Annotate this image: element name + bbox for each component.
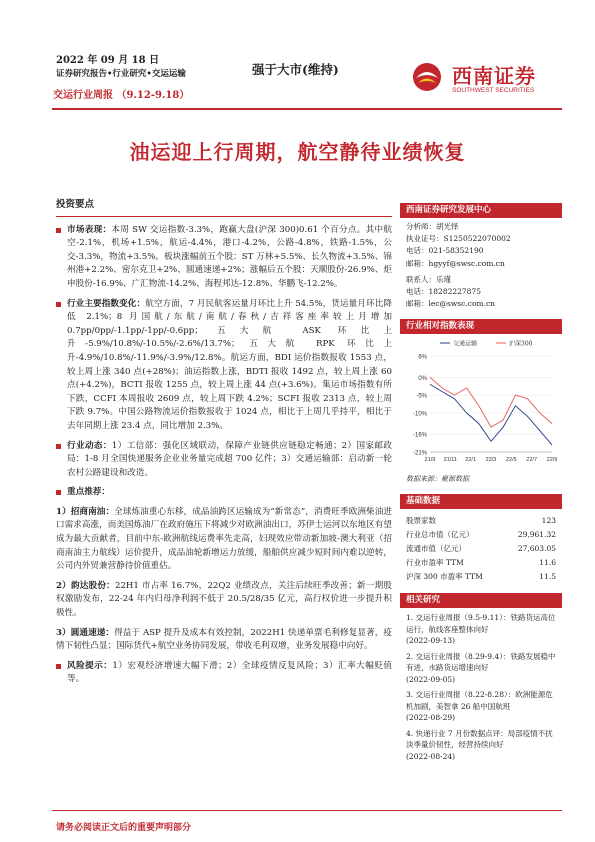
risk-label: 风险提示： [67, 660, 113, 671]
chart-title: 行业相对指数表现 [400, 319, 562, 334]
focus-item-label: 2）韵达股份： [56, 580, 115, 591]
related-research-title: 相关研究 [400, 593, 562, 608]
section-title: 投资要点 [56, 199, 95, 210]
x-tick-label: 22/7 [526, 457, 538, 464]
table-row: 沪深 300 市盈率 TTM 11.5 [406, 571, 556, 581]
index-changes [56, 298, 392, 434]
x-tick-label: 21/9 [424, 457, 436, 464]
analyst-info [400, 218, 562, 313]
contact-email-label: 邮箱： [406, 299, 429, 309]
table-row: 流通市值（亿元） 27,603.05 [406, 543, 556, 553]
team-title: 西南证券研究发展中心 [400, 203, 562, 218]
cert-no: S1250522070002 [443, 234, 511, 244]
x-tick-label: 22/1 [465, 457, 477, 464]
cert-label: 执业证号： [406, 234, 444, 244]
focus-item-3 [56, 627, 392, 654]
table-row: 行业市盈率 TTM 11.6 [406, 557, 556, 567]
focus-item-1 [56, 506, 392, 574]
chart-source: 数据来源：聚源数据 [406, 475, 469, 484]
weekly-title: 交运行业周报 （9.12-9.18） [53, 90, 190, 101]
chart-svg [400, 334, 562, 469]
y-tick-label: 0% [418, 376, 427, 383]
x-tick-label: 22/9 [546, 457, 558, 464]
footer-rule [52, 810, 562, 811]
report-category: 证券研究报告•行业研究•交运运输 [56, 69, 186, 79]
logo-mark-icon [412, 62, 442, 92]
sidebar [400, 203, 562, 770]
southwest-securities-logo [412, 60, 557, 98]
series-line [430, 385, 552, 446]
y-tick-label: -16% [412, 433, 427, 440]
focus-item-label: 1）招商南油： [56, 506, 115, 517]
y-tick-label: -5% [416, 394, 427, 401]
basic-data-table [400, 513, 562, 583]
legend-label: 沪深300 [509, 340, 533, 348]
y-tick-label: -21% [412, 450, 427, 457]
email-link[interactable]: hgyyf@swsc.com.cn [428, 258, 505, 268]
focus-item-label: 3）圆通速递： [56, 627, 115, 638]
list-item[interactable]: 3. 交运行业周报（8.22-8.28）：欧洲能源危机加剧，美智拿 26 船中国航班 (2022-08-29) [406, 690, 553, 723]
list-item[interactable]: 4. 快递行业 7 月份数据点评：局部疫情不扰淡季量价韧性，经营持续向好 (2022-08-24) [406, 728, 553, 761]
section-rule [56, 216, 392, 217]
legend-label: 交通运输 [453, 340, 478, 348]
dynamics-text: 1）工信部：强化区域联动，保障产业链供应链稳定畅通；2）国家邮政局：1-8 月全国快递服务企业业务量完成超 700 亿件；3）交通运输部：启动新一轮农村公路建设和改造。 [67, 440, 392, 478]
logo-text-en: SOUTHWEST SECURITIES [452, 87, 535, 94]
basic-data-title: 基础数据 [400, 494, 562, 509]
focus-label: 重点推荐： [67, 487, 110, 498]
y-tick-label: -10% [412, 411, 427, 418]
x-tick-label: 21/11 [443, 457, 458, 464]
header-rule [52, 108, 562, 110]
focus-item-text: 得益于 ASP 提升及成本有效控制，2022H1 快递单票毛利修复显著，疫情下韧性凸显；国际货代+航空业务协同发展，带收毛利双增，业务发展稳中向好。 [56, 627, 393, 652]
market-perf-text: 本周 SW 交运指数-3.3%，跑赢大盘(沪深 300)0.61 个百分点。其中航空-2.1%，机场+1.5%，航运-4.4%，港口-4.2%，公路-4.8%，铁路-1.5%，公交-3.3%，物流+3.5%。板块涨幅前五个股：ST 万林+5.5%、长久物流+3.5%、锦州港+2.2%、密尔克卫+2%、圆通速递+2%；涨幅后五个股：天顺股份-26.9%、炬申股份-16.9%、广汇物流-14.2%、海程邦达-12.8%、华鹏飞-12.2%。 [67, 224, 392, 289]
table-row: 股票家数 123 [406, 515, 556, 525]
market-performance [56, 224, 392, 292]
analyst-label: 分析师： [406, 222, 436, 231]
report-title: 油运迎上行周期，航空静待业绩恢复 [129, 140, 466, 164]
list-item[interactable]: 2. 交运行业周报（8.29-9.4）：铁路发展稳中有进，水路货运增速向好 (2022-09-05) [406, 651, 556, 684]
industry-rating: 强于大市(维持) [252, 62, 339, 77]
relative-index-chart [400, 334, 562, 474]
risk-text: 1）宏观经济增速大幅下滑；2）全球疫情反复风险；3）汇率大幅贬值等。 [67, 660, 392, 685]
market-perf-label: 市场表现： [67, 224, 112, 235]
focus-item-text: 22H1 市占率 16.7%，22Q2 业绩改点，关注后续旺季改善；新一期股权激励发布，22-24 年内归母净利润不低于 20.5/28/35 亿元，高行权价进一步提升积极性。 [56, 580, 393, 619]
contact-label: 联系人： [406, 274, 436, 284]
related-research-list [400, 608, 562, 770]
report-date: 2022 年 09 月 18 日 [56, 55, 160, 66]
phone: 021-58352190 [428, 246, 484, 256]
series-line [430, 378, 552, 428]
indicator-label: 行业主要指数变化： [67, 298, 146, 309]
focus-item-2 [56, 580, 392, 621]
x-tick-label: 22/3 [485, 457, 497, 464]
contact-phone: 18282227875 [428, 287, 481, 297]
indicator-text: 航空方面，7 月民航客运量月环比上升 54.5%，货运量月环比降低 2.1%；8 月国航/东航/南航/春秋/吉祥客座率较上月增加 0.7pp/0pp/-1.1pp/-1pp/-0.6pp；五大航 ASK 环比上升-5.9%/10.8%/-10.5%/-2.6%/13.7%；五大航 RPK 环比上升-4.9%/10.8%/-11.9%/-3.9%/12.8%。航运方面，BDI 运价指数报收 1553 点，较上周上涨 340 点(+28%)；油运指数上涨，BDTI 报收 1492 点，较上周上涨 60 点(+4.2%)，BCTI 报收 1255 点，较上周上涨 44 点(+3.6%)。集运市场指数有所下跌，CCFI 本周报收 2609 点，较上周下跌 4.2%；SCFI 报收 2313 点，较上周下跌 9.7%。中国公路物流运价指数报收于 1024 点，相比于上周几乎持平，相比于去年同期上涨 23.4 点，同比增加 2.3%。 [67, 298, 392, 431]
footer-disclaimer: 请务必阅读正文后的重要声明部分 [56, 823, 192, 833]
contact-phone-label: 电话： [406, 287, 429, 297]
focus-recommendation [56, 486, 392, 500]
contact-name: 乐瑾 [436, 274, 451, 284]
list-item[interactable]: 1. 交运行业周报（9.5-9.11）：铁路货运高位运行，航线客座整体向好 (2022-09-13) [406, 613, 556, 646]
contact-email-link[interactable]: lec@swsc.com.cn [428, 299, 495, 309]
analyst-name: 胡光怿 [436, 222, 459, 231]
phone-label: 电话： [406, 246, 429, 256]
x-tick-label: 22/5 [505, 457, 517, 464]
investment-summary [56, 198, 392, 693]
y-tick-label: 6% [418, 354, 427, 361]
email-label: 邮箱： [406, 258, 429, 268]
table-row: 行业总市值（亿元） 29,961.32 [406, 529, 556, 539]
dynamics-label: 行业动态： [67, 440, 112, 451]
focus-item-text: 全球炼油重心东移，成品油跨区运输成为“新常态”，消费旺季欧洲柴油进口需求高涨，而美国炼油厂在政府施压下将减少对欧洲油出口，苏伊士运河以东地区有望成为最大贡献者，目前中东-欧洲航线运费率先走高，妇现效应带动新加坡-澳大利亚（招商南油主力航线）运价提升，成品油轮新增运力放缓，船舶供应减少短时间内难以逆转，公司内外贸兼营静待价值重估。 [56, 506, 393, 572]
logo-text-cn: 西南证券 [452, 64, 536, 88]
risk-warning [56, 660, 392, 687]
industry-dynamics [56, 440, 392, 481]
